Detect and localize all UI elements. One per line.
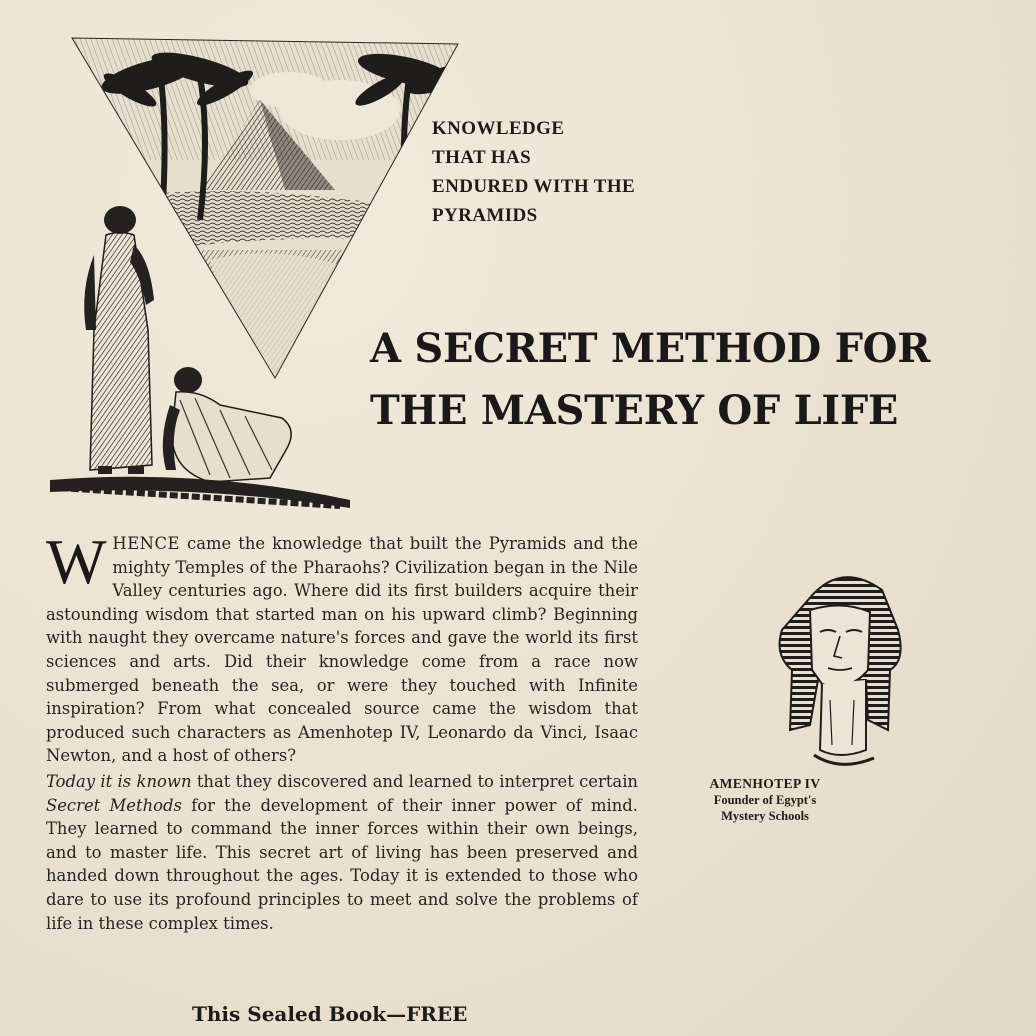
headline-line-2: THE MASTERY OF LIFE xyxy=(370,387,899,434)
headline xyxy=(370,318,1000,442)
body-paragraph-1 xyxy=(46,526,638,768)
tagline-line: THAT HAS xyxy=(432,147,532,168)
tagline-line: ENDURED WITH THE xyxy=(432,176,636,197)
tagline-line: PYRAMIDS xyxy=(432,205,538,226)
pyramid-scene-illustration xyxy=(50,30,470,520)
caption-name: AMENHOTEP IV xyxy=(709,776,821,791)
paragraph-2-text-b: for the development of their inner power of mind. They learned to command the inner forces within their own beings, and to master life. This secret art of living has been preserved and handed down throughout the ages. Today it is extended to those who dare to use its profound principles to meet and solve the problems of life in these complex times. xyxy=(46,795,639,933)
drop-cap: W xyxy=(46,526,107,597)
portrait-caption xyxy=(695,776,835,824)
amenhotep-portrait xyxy=(770,560,910,775)
caption-line-2: Mystery Schools xyxy=(721,809,809,823)
caption-line-1: Founder of Egypt's xyxy=(713,793,817,807)
tagline-line: KNOWLEDGE xyxy=(432,118,565,139)
italic-secret-methods: Secret Methods xyxy=(46,795,182,815)
opening-caps: HENCE xyxy=(112,534,181,553)
paragraph-1-text: came the knowledge that built the Pyramids and the mighty Temples of the Pharaohs? Civilization began in the Nile Valley centuries ago. Where did its first builders acquire their astounding wisdom that started man on his upward climb? Beginning with naught they overcame nature's forces and gave the world its first sciences and arts. Did their knowledge come from a race now submerged beneath the sea, or were they touched with Infinite inspiration? From what concealed source came the wisdom that produced such characters as Amenhotep IV, Leonardo da Vinci, Isaac Newton, and a host of others? xyxy=(46,534,638,766)
sealed-book-offer: This Sealed Book—FREE xyxy=(192,1002,468,1026)
body-paragraph-2 xyxy=(46,770,638,935)
paragraph-2-text-a: that they discovered and learned to interpret certain xyxy=(191,771,638,791)
italic-lead: Today it is known xyxy=(46,771,192,791)
body-copy xyxy=(46,526,639,935)
headline-line-1: A SECRET METHOD FOR xyxy=(370,325,931,372)
tagline xyxy=(432,114,635,230)
